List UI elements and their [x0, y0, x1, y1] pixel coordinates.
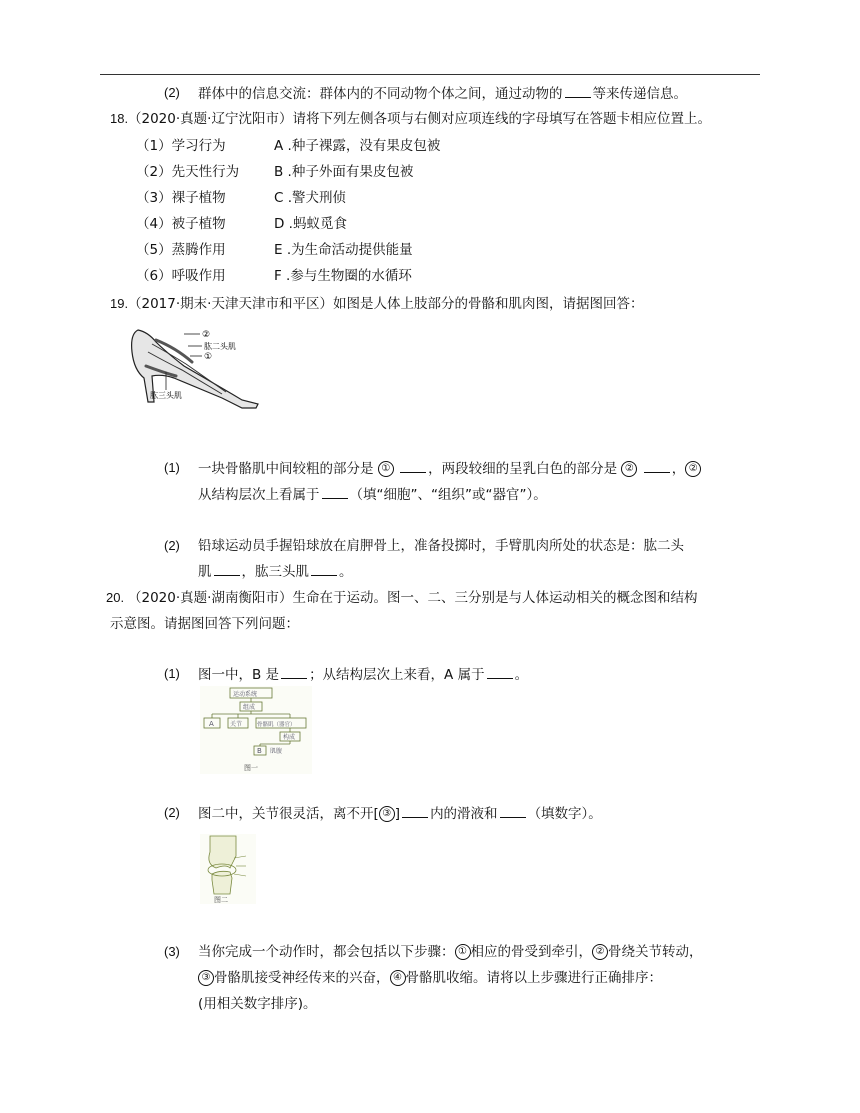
match-left-item: （6）呼吸作用 — [136, 268, 226, 284]
q20-sub1-b: ；从结构层次上来看，A 属于 — [309, 667, 485, 683]
node-label: A — [209, 720, 214, 728]
figure-label: 肱三头肌 — [150, 391, 182, 400]
answer-blank[interactable] — [402, 803, 428, 818]
answer-blank[interactable] — [311, 561, 337, 576]
q20-sub2-text — [198, 803, 602, 824]
q18-stem: （2020·真题·辽宁沈阳市）请将下列左侧各项与右侧对应项连线的字母填写在答题卡相应位置上。 — [128, 111, 711, 127]
answer-blank[interactable] — [322, 484, 348, 499]
match-right-item: D .蚂蚁觅食 — [274, 216, 347, 232]
answer-blank[interactable] — [214, 561, 240, 576]
q20-sub3-d: 骨骼肌接受神经传来的兴奋， — [214, 970, 390, 986]
match-right-item: C .警犬刑侦 — [274, 190, 347, 206]
q20-sub3-line3: (用相关数字排序)。 — [198, 996, 317, 1012]
q17-sub2-text — [198, 83, 687, 104]
circled-2: ② — [685, 461, 701, 477]
q20-sub2-d: 内的滑液和 — [430, 806, 498, 822]
match-left-item: （5）蒸腾作用 — [136, 242, 226, 258]
q20-sub3-line2 — [198, 968, 662, 988]
q19-stem: （2017·期末·天津天津市和平区）如图是人体上肢部分的骨骼和肌肉图，请据图回答： — [128, 296, 644, 312]
q19-sub1-line2 — [198, 484, 547, 505]
q17-text-a: 群体中的信息交流：群体内的不同动物个体之间，通过动物的 — [198, 86, 563, 102]
figure-caption: 图一 — [244, 764, 258, 772]
node-label: 构成 — [283, 734, 296, 741]
match-right-item: E .为生命活动提供能量 — [274, 242, 413, 258]
figure-label: 肱二头肌 — [204, 342, 236, 351]
concept-map-figure — [200, 686, 312, 774]
node-label: 肌腹 — [270, 748, 283, 755]
q19-sub2-d: 。 — [339, 564, 353, 580]
match-right-item: F .参与生物圈的水循环 — [274, 268, 412, 284]
node-label: 运动系统 — [233, 691, 258, 698]
q19-sub1-b: ，两段较细的呈乳白色的部分是 — [428, 461, 618, 477]
q17-text-b: 等来传递信息。 — [592, 86, 687, 102]
figure-label: ① — [204, 352, 213, 362]
q19-number: 19. — [110, 296, 129, 311]
figure-caption: 图二 — [214, 896, 228, 904]
answer-blank[interactable] — [281, 664, 307, 679]
q19-sub1-c: ， — [671, 461, 686, 477]
node-label: B — [257, 747, 262, 755]
header-rule — [100, 74, 760, 75]
match-left-item: （4）被子植物 — [136, 216, 226, 232]
node-label: 组成 — [243, 704, 256, 711]
q20-sub2-a: 图二中，关节很灵活，离不开[ — [198, 806, 379, 822]
q19-sub2-b: 肌 — [198, 564, 212, 580]
answer-blank[interactable] — [487, 664, 513, 679]
figure-label: ② — [202, 330, 211, 340]
q18-number: 18. — [110, 111, 129, 126]
q20-sub2-b: ] — [394, 806, 401, 822]
answer-blank[interactable] — [644, 458, 670, 473]
circled-2: ② — [621, 461, 637, 477]
q20-sub3-line1 — [198, 942, 703, 962]
q20-sub3-a: 当你完成一个动作时，都会包括以下步骤： — [198, 944, 455, 960]
q19-sub1-d: 从结构层次上看属于 — [198, 487, 320, 503]
q20-sub1-text — [198, 664, 528, 685]
q20-sub3-e: 骨骼肌收缩。请将以上步骤进行正确排序： — [405, 970, 662, 986]
arm-muscle-figure — [126, 322, 266, 414]
node-label: 关节 — [230, 721, 243, 728]
q17-sub2-number: (2) — [164, 85, 180, 100]
q20-sub1-a: 图一中，B 是 — [198, 667, 280, 683]
q19-sub1-line1 — [198, 458, 701, 479]
match-left-item: （2）先天性行为 — [136, 164, 240, 180]
q19-sub2-line2 — [198, 561, 353, 582]
answer-blank[interactable] — [565, 83, 591, 98]
q20-sub2-e: （填数字）。 — [527, 806, 602, 822]
circled-4: ④ — [390, 970, 406, 986]
q20-sub1-number: (1) — [164, 666, 180, 681]
q20-sub1-c: 。 — [514, 667, 529, 683]
q19-sub2-number: (2) — [164, 538, 180, 553]
circled-2: ② — [592, 944, 608, 960]
node-label: 骨骼肌（器官） — [257, 722, 296, 728]
q20-stem-line1: （2020·真题·湖南衡阳市）生命在于运动。图一、二、三分别是与人体运动相关的概念图和结构 — [128, 590, 698, 606]
circled-1: ① — [455, 944, 471, 960]
q19-sub2-c: ，肱三头肌 — [241, 564, 309, 580]
circled-3: ③ — [379, 806, 395, 822]
match-right-item: A .种子裸露，没有果皮包被 — [274, 138, 441, 154]
q20-number: 20. — [106, 590, 125, 605]
circled-3: ③ — [198, 970, 214, 986]
match-left-item: （3）裸子植物 — [136, 190, 226, 206]
q19-sub2-line1: 铅球运动员手握铅球放在肩胛骨上，准备投掷时，手臂肌肉所处的状态是：肱二头 — [198, 538, 684, 554]
match-left-item: （1）学习行为 — [136, 138, 226, 154]
q20-stem-line2: 示意图。请据图回答下列问题： — [110, 616, 299, 632]
q20-sub3-c: 骨绕关节转动， — [608, 944, 703, 960]
knee-joint-figure — [200, 834, 256, 904]
answer-blank[interactable] — [500, 803, 526, 818]
q20-sub2-number: (2) — [164, 805, 180, 820]
match-right-item: B .种子外面有果皮包被 — [274, 164, 414, 180]
q19-sub1-number: (1) — [164, 460, 180, 475]
q20-sub3-b: 相应的骨受到牵引， — [470, 944, 592, 960]
q20-sub3-number: (3) — [164, 944, 180, 959]
q19-sub1-e: （填“细胞”、“组织”或“器官”）。 — [349, 487, 547, 503]
q19-sub1-a: 一块骨骼肌中间较粗的部分是 — [198, 461, 374, 477]
circled-1: ① — [378, 461, 394, 477]
answer-blank[interactable] — [400, 458, 426, 473]
